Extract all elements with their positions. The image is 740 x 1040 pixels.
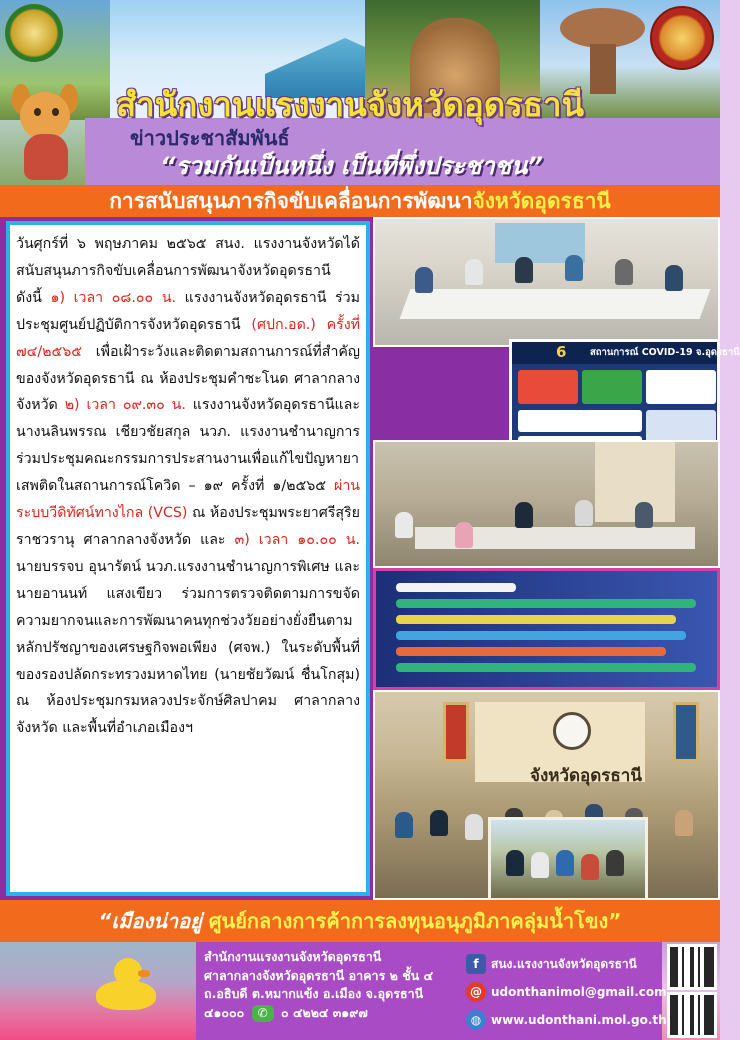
news-title-part2: จังหวัดอุดรธานี [472, 189, 611, 213]
vcs-presentation-image [373, 568, 720, 690]
article-seg-5: ณ ห้องประชุมพระยาศรีสุริยราชวรานุ ศาลากลางจังหวัด และ [16, 505, 360, 548]
article-seg-6: นายบรรจบ อุนารัตน์ นวภ.แรงงานชำนาญการพิเศษ และนายอานนท์ แสงเขียว ร่วมการตรวจติดตามการขจัดความยากจนและการพัฒนาคนทุกช่วงวัยอย่างยั่งยืนตามหลักปรัชญาของเศรษฐกิจพอเพียง (ศจพ.) ในระดับพื้นที่ ของรองปลัดกระทรวงมหาดไทย (นายชัยวัฒน์ ชื่นโกสุม) ณ ห้องประชุมกรมหลวงประจักษ์ศิลปาคม ศาลากลางจังหวัด และพื้นที่อำเภอเมืองฯ [16, 558, 360, 737]
article-text [6, 221, 370, 896]
qr-code-icon[interactable] [667, 944, 717, 990]
photo-field-visit [488, 817, 648, 901]
wall-sign-text: จังหวัดอุดรธานี [530, 766, 642, 786]
email-icon: @ [466, 982, 486, 1002]
email-link[interactable] [466, 978, 667, 1006]
covid-dashboard-title: สถานการณ์ COVID-19 จ.อุดรธานี [590, 347, 740, 358]
article-time-2: ๒) เวลา ๐๙.๓๐ น. [64, 397, 186, 414]
footer-lake-photo [0, 942, 196, 1040]
news-title-part1: การสนับสนุนภารกิจขับเคลื่อนการพัฒนา [109, 189, 473, 213]
address-line-3: ถ.อธิบดี ต.หมากแข้ง อ.เมือง จ.อุดรธานี [204, 986, 424, 1001]
ministry-seal [650, 6, 714, 70]
facebook-link[interactable] [466, 950, 662, 978]
website-url[interactable]: www.udonthani.mol.go.th [491, 1013, 667, 1027]
article-seg-1: วันศุกร์ที่ ๖ พฤษภาคม ๒๕๖๕ สนง. แรงงานจังหวัดได้สนับสนุนภารกิจขับเคลื่อนการพัฒนาจังหวัดอุดรธานี ดังนี้ [16, 236, 360, 306]
covid-day-number: 6 [556, 343, 567, 361]
address-postcode: ๔๑๐๐๐ [204, 1004, 245, 1020]
pr-label: ข่าวประชาสัมพันธ์ [130, 126, 290, 150]
address-line-1: สำนักงานแรงงานจังหวัดอุดรธานี [204, 949, 382, 964]
facebook-name[interactable]: สนง.แรงงานจังหวัดอุดรธานี [491, 956, 637, 971]
address-box [196, 942, 458, 1040]
article-ref-meeting: (ศปก.อด.) ครั้งที่ ๗๔/๒๕๖๕ [16, 316, 360, 360]
article-vcs: ผ่านระบบวีดิทัศน์ทางไกล (VCS) [16, 478, 360, 522]
address-line-2: ศาลากลางจังหวัดอุดรธานี อาคาร ๒ ชั้น ๔ [204, 967, 434, 983]
main-content [0, 217, 740, 900]
article-time-3: ๓) เวลา ๑๐.๐๐ น. [234, 531, 360, 548]
email-address[interactable]: udonthanimol@gmail.com [491, 985, 667, 999]
slogan-bar [0, 900, 720, 942]
photo-meeting-room-1 [373, 217, 720, 347]
footer [0, 942, 720, 1040]
header-banner [0, 0, 720, 185]
rubber-duck-image [96, 958, 156, 1010]
article-seg-4: แรงงานจังหวัดอุดรธานีและนางนลินพรรณ เชียวชัยสกุล นวภ. แรงงานชำนาญการ ร่วมประชุมคณะกรรมการประสานงานเพื่อแก้ไขปัญหายาเสพติดในสถานการณ์โควิด – ๑๙ ครั้งที่ ๑/๒๕๖๕ [16, 397, 360, 495]
article-time-1: ๑) เวลา ๐๘.๐๐ น. [50, 289, 177, 306]
office-name: สำนักงานแรงงานจังหวัดอุดรธานี [116, 85, 585, 124]
web-icon: ◍ [466, 1010, 486, 1030]
facebook-icon: f [466, 954, 486, 974]
motto: “รวมกันเป็นหนึ่ง เป็นที่พึ่งประชาชน” [160, 152, 543, 180]
article-seg-2: แรงงานจังหวัดอุดรธานี ร่วมประชุมศูนย์ปฏิบัติการจังหวัดอุดรธานี [16, 289, 360, 333]
article-seg-3: เพื่อเฝ้าระวังและติดตามสถานการณ์ที่สำคัญของจังหวัดอุดรธานี ณ ห้องประชุมคำชะโนด ศาลากลางจังหวัด [16, 343, 360, 414]
photo-meeting-room-2 [373, 440, 720, 568]
phone-icon: ✆ [252, 1005, 274, 1022]
slogan-part1: “เมืองน่าอยู่ [98, 909, 202, 933]
phone-number[interactable]: ๐ ๔๒๒๔ ๓๑๙๗ [281, 1004, 368, 1020]
contact-box [458, 942, 667, 1040]
news-title-bar [0, 185, 720, 217]
slogan-part2: ศูนย์กลางการค้าการลงทุนอนุภูมิภาคลุ่มน้ำโขง” [201, 909, 622, 933]
qr-code-icon[interactable] [667, 992, 717, 1038]
website-link[interactable] [466, 1006, 667, 1034]
province-logo [5, 4, 63, 62]
mascot-image [2, 82, 88, 182]
